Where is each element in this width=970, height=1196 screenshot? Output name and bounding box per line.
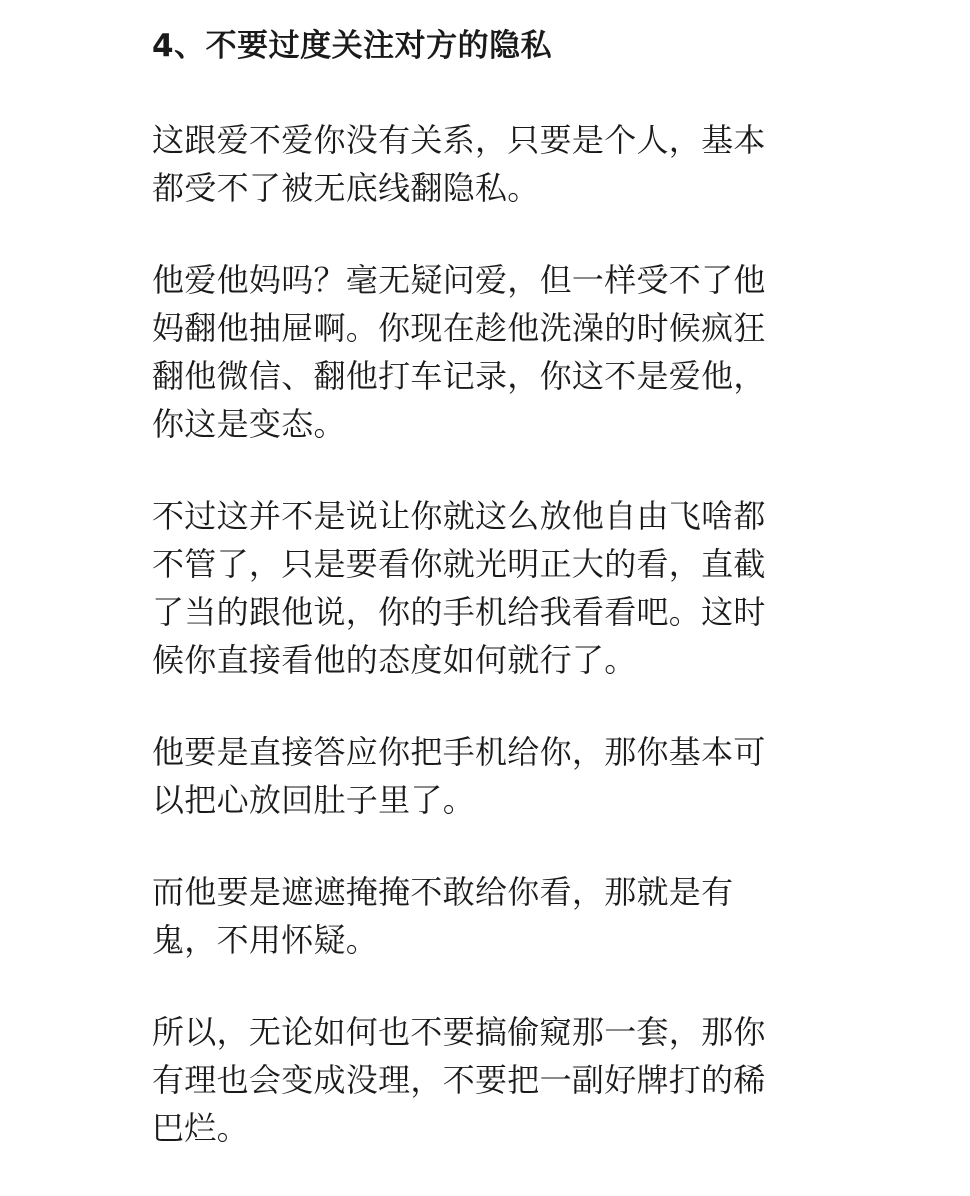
article-body	[152, 20, 812, 1196]
paragraph-line: 而他要是遮遮掩掩不敢给你看，那就是有	[152, 873, 734, 911]
paragraph-line: 他要是直接答应你把手机给你，那你基本可	[152, 733, 766, 771]
paragraph-line: 都受不了被无底线翻隐私。	[152, 169, 540, 207]
paragraph-6	[152, 1008, 812, 1152]
paragraph-3	[152, 492, 812, 684]
paragraph-line: 翻他微信、翻他打车记录，你这不是爱他，	[152, 357, 766, 395]
paragraph-line: 候你直接看他的态度如何就行了。	[152, 641, 637, 679]
paragraph-line: 了当的跟他说，你的手机给我看看吧。这时	[152, 593, 766, 631]
paragraph-line: 有理也会变成没理，不要把一副好牌打的稀	[152, 1061, 766, 1099]
paragraph-line: 巴烂。	[152, 1109, 249, 1147]
paragraph-line: 妈翻他抽屉啊。你现在趁他洗澡的时候疯狂	[152, 309, 766, 347]
paragraph-2	[152, 256, 812, 448]
paragraph-line: 你这是变态。	[152, 405, 346, 443]
paragraph-line: 所以，无论如何也不要搞偷窥那一套，那你	[152, 1013, 766, 1051]
paragraph-line: 不过这并不是说让你就这么放他自由飞啥都	[152, 497, 766, 535]
section-heading: 4、不要过度关注对方的隐私	[152, 28, 553, 64]
paragraph-line: 这跟爱不爱你没有关系，只要是个人，基本	[152, 121, 766, 159]
paragraph-line: 不管了，只是要看你就光明正大的看，直截	[152, 545, 766, 583]
paragraph-line: 他爱他妈吗？毫无疑问爱，但一样受不了他	[152, 261, 766, 299]
paragraph-line: 以把心放回肚子里了。	[152, 781, 476, 819]
paragraph-5	[152, 868, 812, 964]
paragraph-line: 鬼，不用怀疑。	[152, 921, 379, 959]
paragraph-4	[152, 728, 812, 824]
paragraph-1	[152, 116, 812, 212]
